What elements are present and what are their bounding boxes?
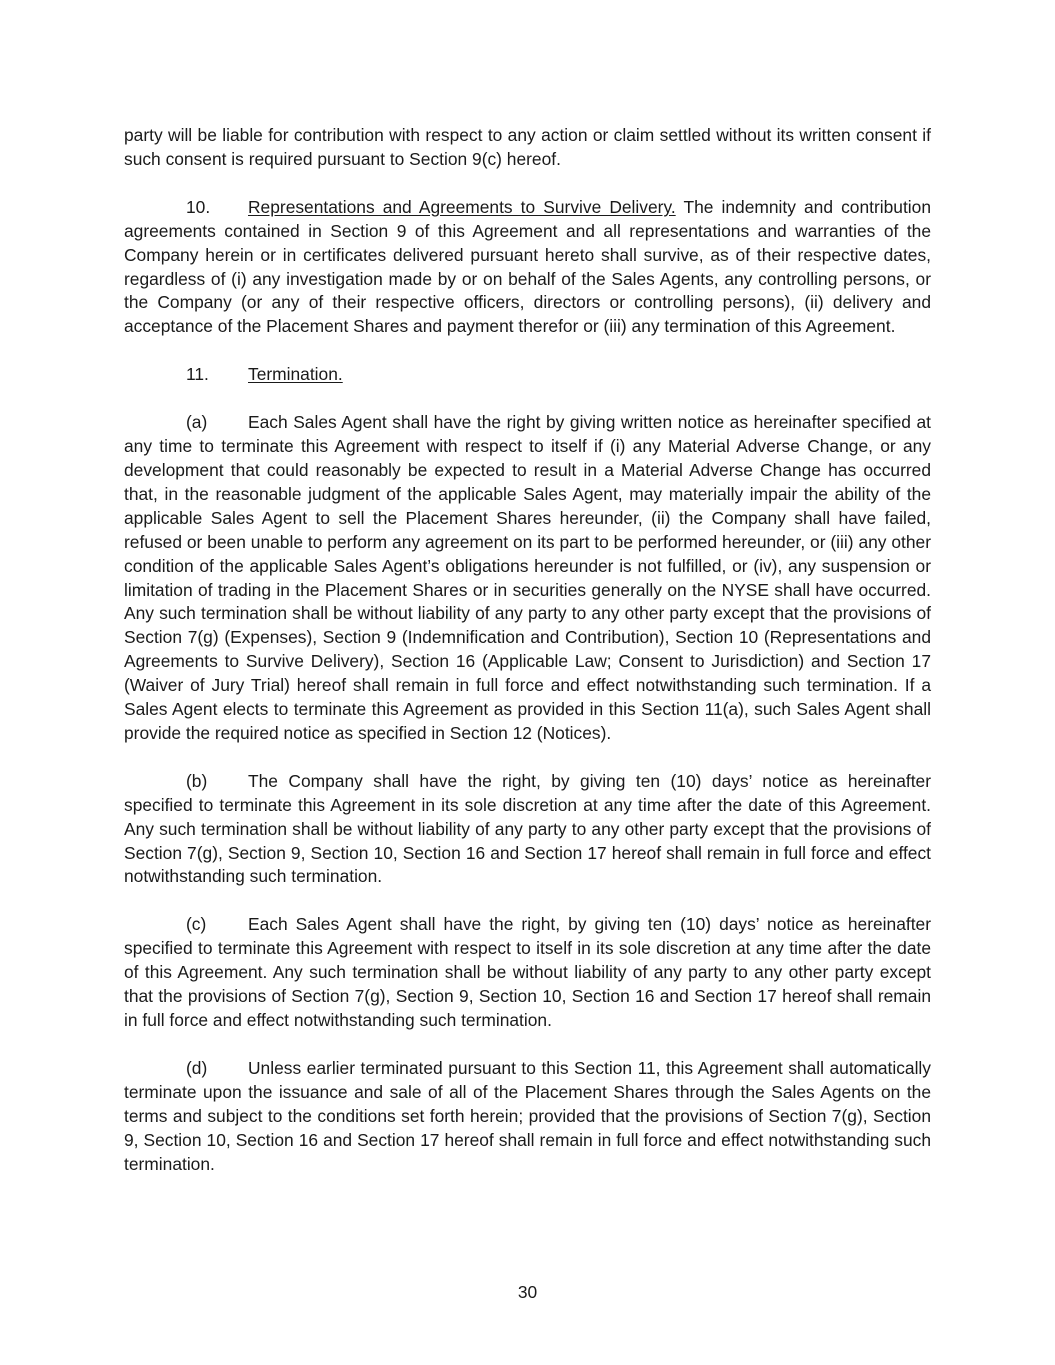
subsection-c-text: Each Sales Agent shall have the right, by giving ten (10) days’ notice as hereinafter specified to terminate this Agreement with respect to itself in its sole discretion at any time after the date of this Agreement. Any such termination shall be without liability of any party to any other party except that the provisions of Section 7(g), Section 9, Section 10, Section 16 and Section 17 hereof shall remain in full force and effect notwithstanding such termination. (124, 914, 931, 1030)
page-number: 30 (517, 1282, 538, 1302)
subsection-a-paragraph (124, 411, 931, 746)
section-11-heading-line (124, 363, 931, 387)
document-page (124, 124, 931, 1176)
subsection-c-paragraph (124, 913, 931, 1033)
subsection-d-text: Unless earlier terminated pursuant to this Section 11, this Agreement shall automatically terminate upon the issuance and sale of all of the Placement Shares through the Sales Agents on the terms and subject to the conditions set forth herein; provided that the provisions of Section 7(g), Section 9, Section 10, Section 16 and Section 17 hereof shall remain in full force and effect notwithstanding such termination. (124, 1057, 931, 1174)
subsection-b-label: (b) (186, 770, 208, 791)
subsection-a-label: (a) (186, 412, 208, 433)
section-10-heading: Representations and Agreements to Survive Delivery. (248, 196, 676, 217)
subsection-c-label: (c) (186, 914, 207, 935)
section-10-text: The indemnity and contribution agreements contained in Section 9 of this Agreement and all representations and warranties of the Company herein or in certificates delivered pursuant hereto shall survive, as of their respective dates, regardless of (i) any investigation made by or on behalf of the Sales Agents, any controlling persons, or the Company (or any of their respective officers, directors or controlling persons), (ii) delivery and acceptance of the Placement Shares and payment therefor or (iii) any termination of this Agreement. (124, 196, 931, 337)
section-10-paragraph (124, 196, 931, 339)
subsection-a-text: Each Sales Agent shall have the right by giving written notice as hereinafter specified at any time to terminate this Agreement with respect to itself if (i) any Material Adverse Change, or any development that could reasonably be expected to result in a Material Adverse Change has occurred that, in the reasonable judgment of the applicable Sales Agent, may materially impair the ability of the applicable Sales Agent to sell the Placement Shares hereunder, (ii) the Company shall have failed, refused or been unable to perform any agreement on its part to be performed hereunder, or (iii) any other condition of the applicable Sales Agent’s obligations hereunder is not fulfilled, or (iv), any suspension or limitation of trading in the Placement Shares or in securities generally on the NYSE shall have occurred. Any such termination shall be without liability of any party to any other party except that the provisions of Section 7(g) (Expenses), Section 9 (Indemnification and Contribution), Section 10 (Representations and Agreements to Survive Delivery), Section 16 (Applicable Law; Consent to Jurisdiction) and Section 17 (Waiver of Jury Trial) hereof shall remain in full force and effect notwithstanding such termination. If a Sales Agent elects to terminate this Agreement as provided in this Section 11(a), such Sales Agent shall provide the required notice as specified in Section 12 (Notices). (124, 412, 931, 743)
subsection-d-paragraph (124, 1057, 931, 1177)
subsection-b-text: The Company shall have the right, by giving ten (10) days’ notice as hereinafter specified to terminate this Agreement in its sole discretion at any time after the date of this Agreement. Any such termination shall be without liability of any party to any other party except that the provisions of Section 7(g), Section 9, Section 10, Section 16 and Section 17 hereof shall remain in full force and effect notwithstanding such termination. (124, 770, 931, 887)
subsection-d-label: (d) (186, 1057, 208, 1078)
continuation-paragraph: party will be liable for contribution with respect to any action or claim settled without its written consent if such consent is required pursuant to Section 9(c) hereof. (124, 125, 931, 169)
subsection-b-paragraph (124, 770, 931, 890)
section-10-number: 10. (186, 196, 211, 217)
section-11-heading: Termination. (248, 364, 343, 385)
section-11-number: 11. (186, 364, 209, 385)
